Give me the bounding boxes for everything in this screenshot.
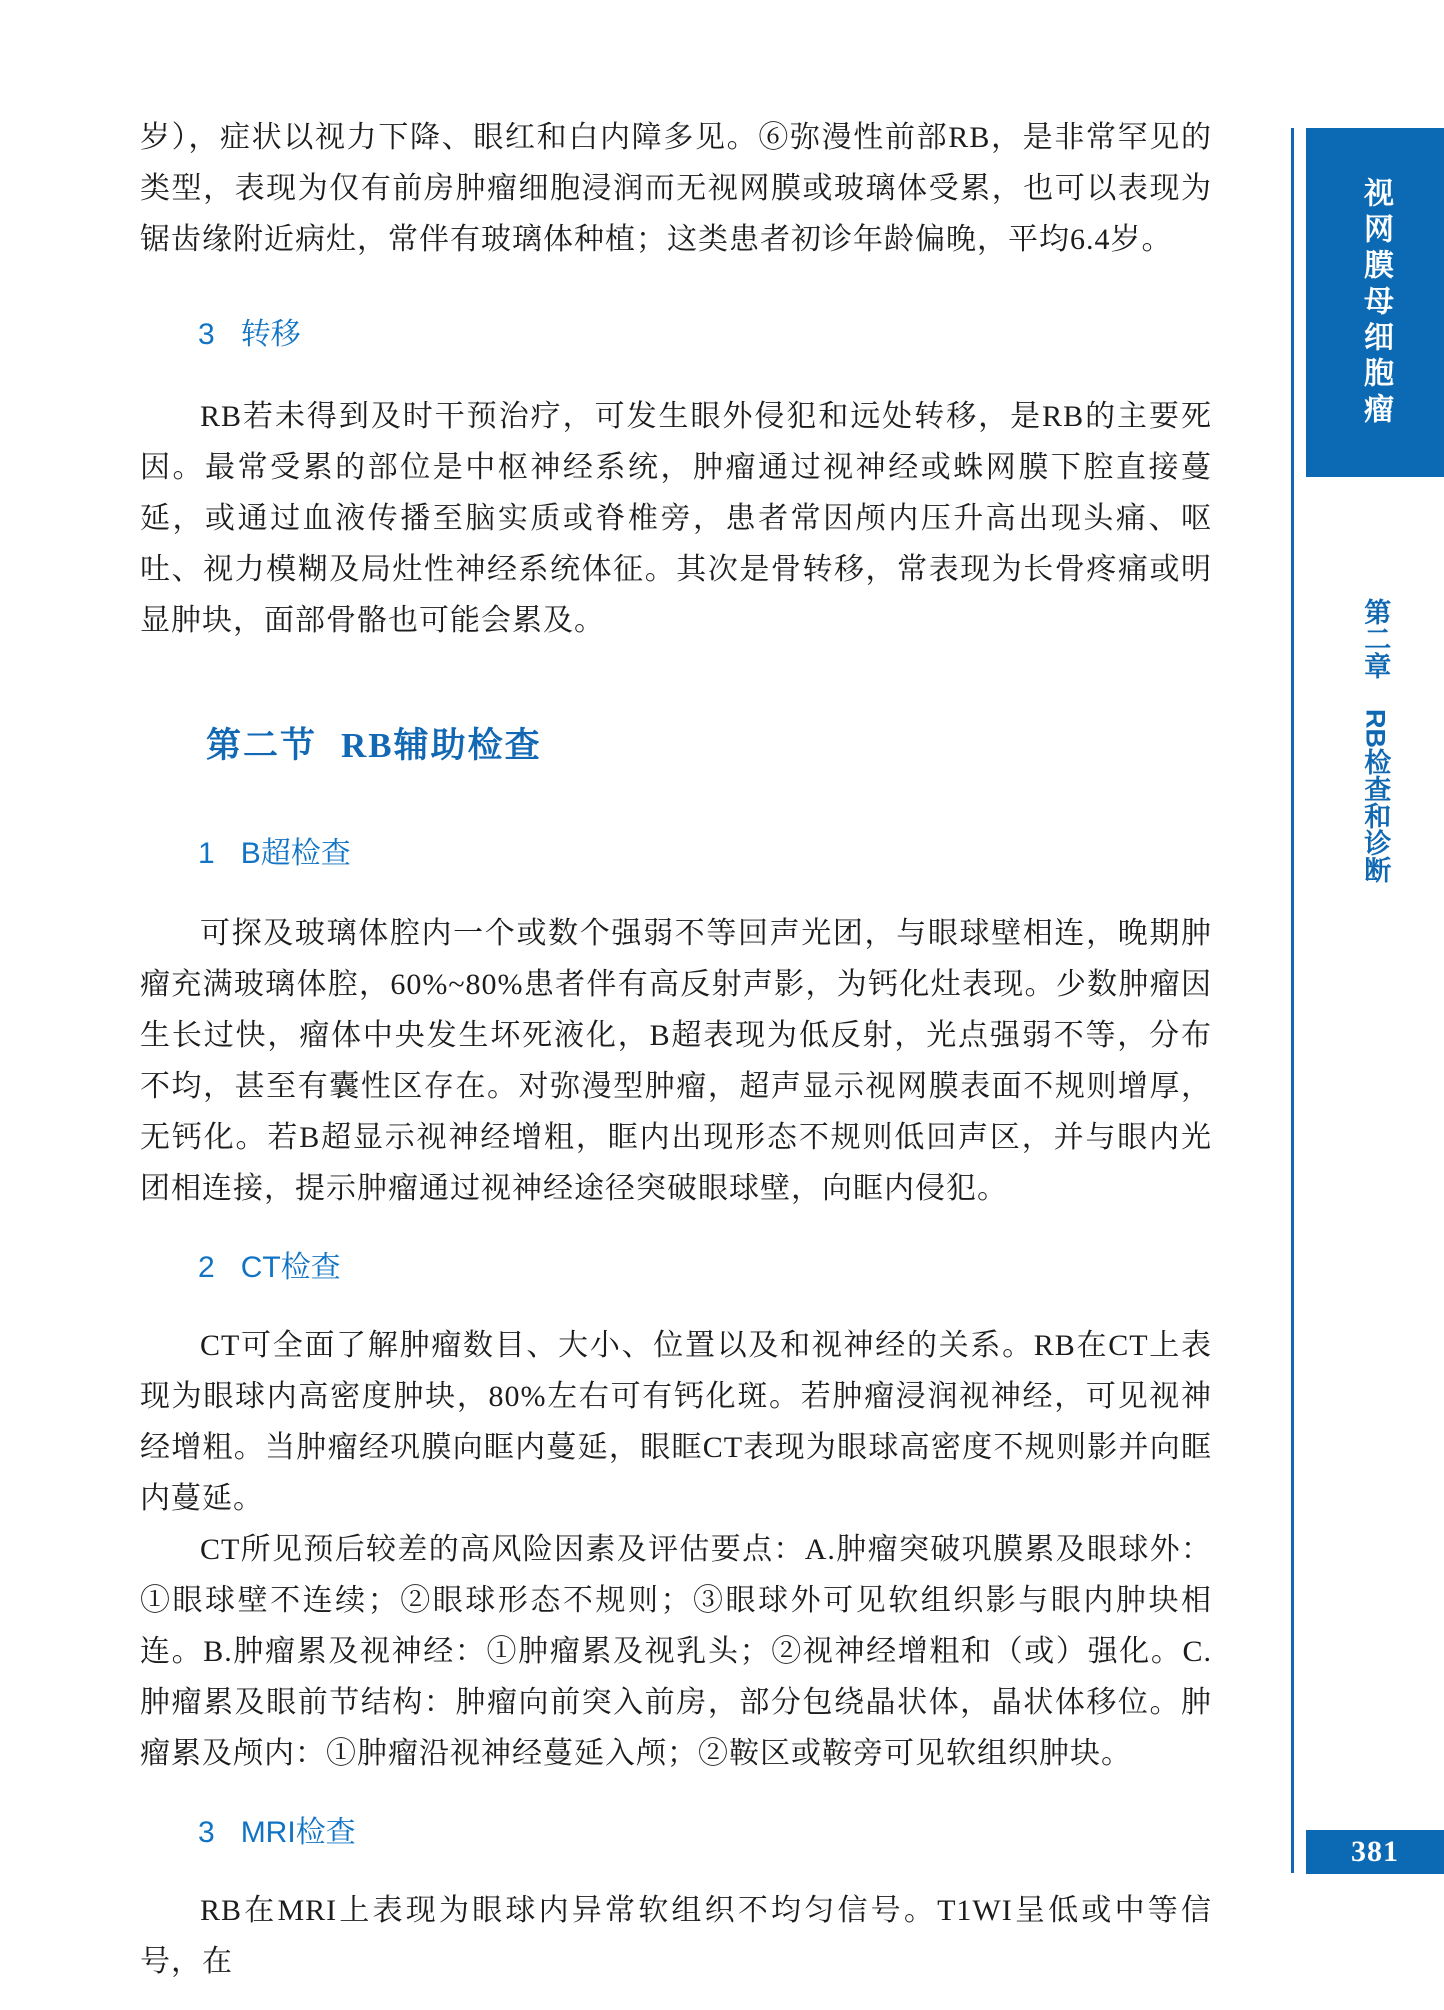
book-title-vertical-text: 视网膜母细胞瘤 [1359, 176, 1392, 429]
sidebar-divider-line [1291, 128, 1294, 1873]
paragraph-b-ultrasound: 可探及玻璃体腔内一个或数个强弱不等回声光团，与眼球壁相连，晚期肿瘤充满玻璃体腔，60%~80%患者伴有高反射声影，为钙化灶表现。少数肿瘤因生长过快，瘤体中央发生坏死液化，B超表现为低反射，光点强弱不等，分布不均，甚至有囊性区存在。对弥漫型肿瘤，超声显示视网膜表面不规则增厚，无钙化。若B超显示视神经增粗，眶内出现形态不规则低回声区，并与眼内光团相连接，提示肿瘤通过视神经途径突破眼球壁，向眶内侵犯。 [140, 917, 1212, 1205]
sidebar-chapter-label [1306, 598, 1444, 898]
paragraph-mri: RB在MRI上表现为眼球内异常软组织不均匀信号。T1WI呈低或中等信号，在 [140, 1894, 1212, 1978]
heading-label: B超检查 [240, 837, 351, 870]
heading-label: MRI检查 [240, 1816, 356, 1849]
paragraph-metastasis: RB若未得到及时干预治疗，可发生眼外侵犯和远处转移，是RB的主要死因。最常受累的部位是中枢神经系统，肿瘤通过视神经或蛛网膜下腔直接蔓延，或通过血液传播至脑实质或脊椎旁，患者常因颅内压升高出现头痛、呕吐、视力模糊及局灶性神经系统体征。其次是骨转移，常表现为长骨疼痛或明显肿块，面部骨骼也可能会累及。 [140, 400, 1212, 637]
heading-label: 转移 [240, 318, 301, 351]
paragraph-diffuse-anterior-rb: 岁），症状以视力下降、眼红和白内障多见。⑥弥漫性前部RB，是非常罕见的类型，表现为仅有前房肿瘤细胞浸润而无视网膜或玻璃体受累，也可以表现为锯齿缘附近病灶，常伴有玻璃体种植；这类患者初诊年龄偏晚，平均6.4岁。 [140, 121, 1212, 256]
heading-b-ultrasound [140, 834, 1212, 874]
heading-label: CT检查 [240, 1251, 341, 1284]
heading-ct [140, 1248, 1212, 1288]
heading-number: 3 [198, 318, 215, 351]
section-number-label: 第二节 [206, 726, 318, 765]
section-title-label: RB辅助检查 [341, 726, 542, 765]
heading-number: 1 [198, 837, 215, 870]
chapter-title-text: RB检查和诊断 [1360, 709, 1391, 883]
chapter-text-gap [1362, 679, 1389, 709]
chapter-vertical-text [1361, 598, 1389, 898]
heading-number: 2 [198, 1251, 215, 1284]
main-text-column [140, 112, 1212, 1987]
page-number-text: 381 [1351, 1835, 1399, 1868]
paragraph-ct-findings: CT可全面了解肿瘤数目、大小、位置以及和视神经的关系。RB在CT上表现为眼球内高密度肿块，80%左右可有钙化斑。若肿瘤浸润视神经，可见视神经增粗。当肿瘤经巩膜向眶内蔓延，眼眶CT表现为眼球高密度不规则影并向眶内蔓延。 [140, 1329, 1212, 1515]
heading-metastasis [140, 315, 1212, 355]
sidebar-book-title-tab [1306, 128, 1444, 477]
heading-mri [140, 1813, 1212, 1853]
heading-number: 3 [198, 1816, 215, 1849]
heading-section-2 [140, 722, 1212, 770]
page-number-badge [1306, 1830, 1444, 1874]
paragraph-ct-risk-factors: CT所见预后较差的高风险因素及评估要点：A.肿瘤突破巩膜累及眼球外：①眼球壁不连续；②眼球形态不规则；③眼球外可见软组织影与眼内肿块相连。B.肿瘤累及视神经：①肿瘤累及视乳头；②视神经增粗和（或）强化。C.肿瘤累及眼前节结构：肿瘤向前突入前房，部分包绕晶状体，晶状体移位。肿瘤累及颅内：①肿瘤沿视神经蔓延入颅；②鞍区或鞍旁可见软组织肿块。 [140, 1533, 1212, 1770]
chapter-number-text: 第二章 [1360, 598, 1391, 679]
